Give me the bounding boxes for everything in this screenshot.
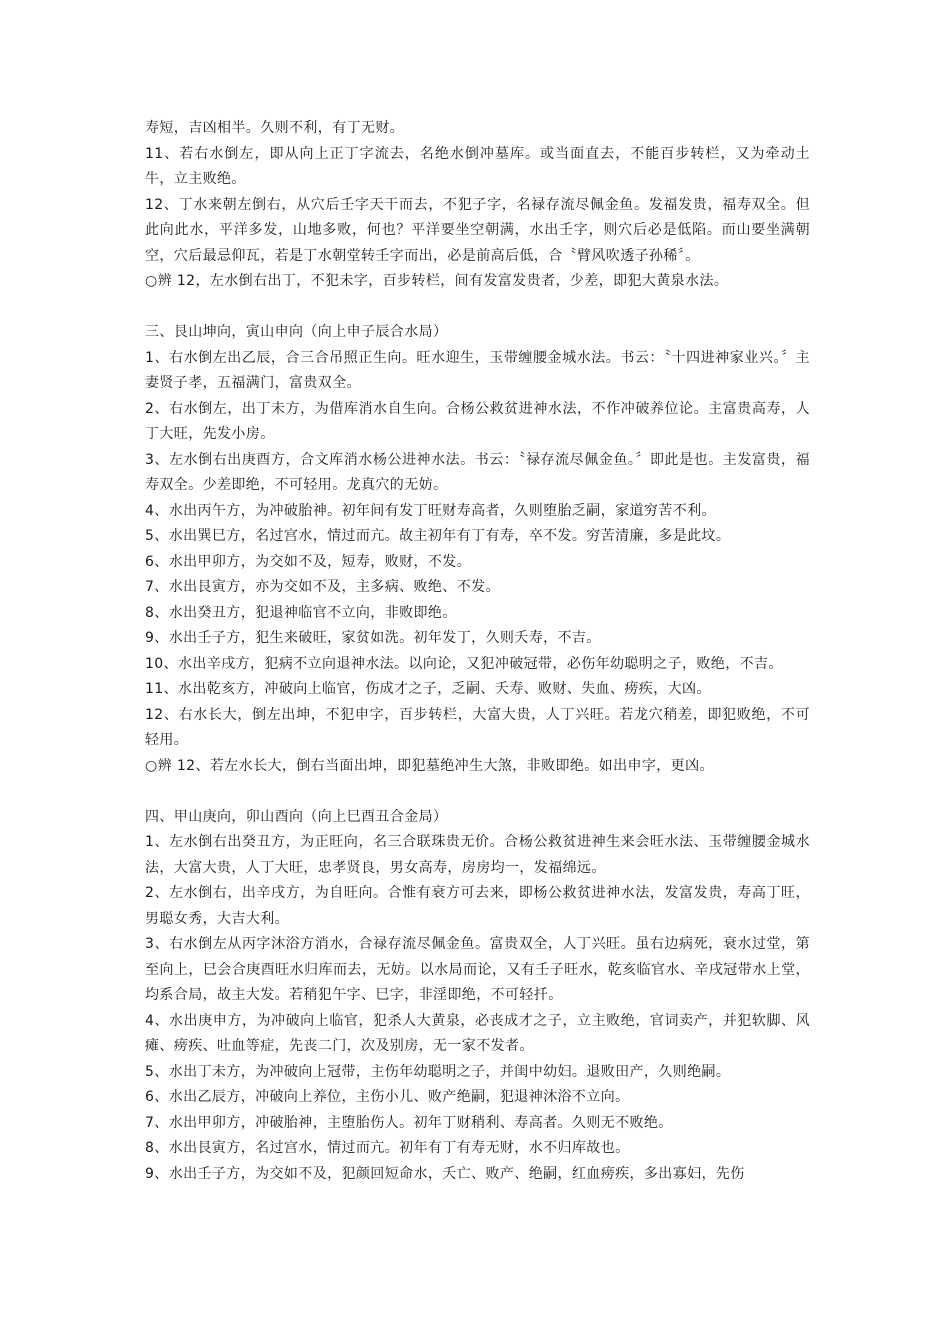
paragraph: ○辨 12，左水倒右出丁，不犯未字，百步转栏，间有发富发贵者，少差，即犯大黄泉水法。 [145, 273, 729, 289]
paragraph: 1、左水倒右出癸丑方，为正旺向，名三合联珠贵无价。合杨公救贫进神生来会旺水法、玉带缠腰金城水法，大富大贵，人丁大旺，忠孝贤良，男女高寿，房房均一，发福绵远。 [145, 834, 810, 876]
paragraph: 2、左水倒右，出辛戌方，为自旺向。合惟有衰方可去来，即杨公救贫进神水法，发富发贵，寿高丁旺，男聪女秀，大吉大利。 [145, 885, 810, 927]
paragraph: 1、右水倒左出乙辰，合三合吊照正生向。旺水迎生，玉带缠腰金城水法。书云：〝十四进神家业兴。〞主妻贤子孝，五福满门，富贵双全。 [145, 349, 810, 391]
paragraph: 9、水出壬子方，犯生来破旺，家贫如洗。初年发丁，久则夭寿，不吉。 [145, 630, 601, 646]
paragraph: 11、水出乾亥方，冲破向上临官，伤成才之子，乏嗣、夭寿、败财、失血、痨疾，大凶。 [145, 681, 711, 697]
paragraph: 9、水出壬子方，为交如不及，犯颜回短命水，夭亡、败产、绝嗣，红血痨疾，多出寡妇，先伤 [145, 1165, 745, 1182]
paragraph: 12、丁水来朝左倒右，从穴后壬字天干而去，不犯子字，名禄存流尽佩金鱼。发福发贵，福寿双全。但此向此水，平洋多发，山地多败，何也？平洋要坐空朝满，水出壬字，则穴后必是低陷。而山要坐满朝空，穴后最忌仰瓦，若是丁水朝堂转壬字而出，必是前高后低，合〝臂风吹透子孙稀〞。 [145, 196, 810, 264]
paragraph: 4、水出庚申方，为冲破向上临官，犯杀人大黄泉，必丧成才之子，立主败绝，官词卖产，并犯软脚、风瘫、痨疾、吐血等症，先丧二门，次及别房，无一家不发者。 [145, 1012, 810, 1054]
section-gap [145, 295, 810, 321]
paragraph: 2、右水倒左，出丁未方，为借库消水自生向。合杨公救贫进神水法，不作冲破养位论。主富贵高寿，人丁大旺，先发小房。 [145, 400, 810, 442]
paragraph: 11、若右水倒左，即从向上正丁字流去，名绝水倒冲墓库。或当面直去，不能百步转栏，又为牵动土牛，立主败绝。 [145, 145, 810, 187]
paragraph: 10、水出辛戌方，犯病不立向退神水法。以向论，又犯冲破冠带，必伤年幼聪明之子，败绝，不吉。 [145, 655, 783, 672]
paragraph: 8、水出癸丑方，犯退神临官不立向，非败即绝。 [145, 604, 457, 621]
paragraph: 6、水出甲卯方，为交如不及，短寿，败财，不发。 [145, 553, 472, 570]
paragraph: ○辨 12、若左水长大，倒右当面出坤，即犯墓绝冲生大煞，非败即绝。如出申字，更凶。 [145, 757, 714, 774]
paragraph: 8、水出艮寅方，名过宫水，情过而亢。初年有丁有寿无财，水不归库故也。 [145, 1140, 630, 1156]
paragraph: 5、水出丁未方，为冲破向上冠带，主伤年幼聪明之子，并闺中幼妇。退败田产，久则绝嗣。 [145, 1063, 731, 1080]
paragraph: 7、水出甲卯方，冲破胎神，主堕胎伤人。初年丁财稍利、寿高者。久则无不败绝。 [145, 1114, 673, 1131]
paragraph: 3、右水倒左从丙字沐浴方消水，合禄存流尽佩金鱼。富贵双全，人丁兴旺。虽右边病死，衰水过堂，第至向上，巳会合庚酉旺水归库而去，无妨。以水局而论，又有壬子旺水，乾亥临官水、辛戌冠带水上堂，均系合局，故主大发。若稍犯午字、巳字，非淫即绝，不可轻扦。 [145, 936, 810, 1003]
paragraph: 5、水出巽巳方，名过宫水，情过而亢。故主初年有丁有寿，卒不发。穷苦清廉，多是此坟。 [145, 528, 731, 544]
paragraph: 7、水出艮寅方，亦为交如不及，主多病、败绝、不发。 [145, 579, 500, 595]
paragraph: 12、右水长大，倒左出坤，不犯申字，百步转栏，大富大贵，人丁兴旺。若龙穴稍差，即犯败绝，不可轻用。 [145, 706, 810, 748]
section-gap [145, 779, 810, 805]
paragraph: 寿短，吉凶相半。久则不利，有丁无财。 [145, 120, 405, 136]
paragraph: 4、水出丙午方，为冲破胎神。初年间有发丁旺财寿高者，久则堕胎乏嗣，家道穷苦不利。 [145, 502, 716, 519]
paragraph: 6、水出乙辰方，冲破向上养位，主伤小儿、败产绝嗣，犯退神沐浴不立向。 [145, 1089, 630, 1105]
paragraph: 三、艮山坤向，寅山申向（向上申子辰合水局） [145, 324, 448, 340]
document-page [145, 116, 810, 1187]
paragraph: 3、左水倒右出庚酉方，合文库消水杨公进神水法。书云：〝禄存流尽佩金鱼。〞即此是也。主发富贵，福寿双全。少差即绝，不可轻用。龙真穴的无妨。 [145, 451, 810, 493]
paragraph: 四、甲山庚向，卯山酉向（向上巳酉丑合金局） [145, 808, 448, 825]
